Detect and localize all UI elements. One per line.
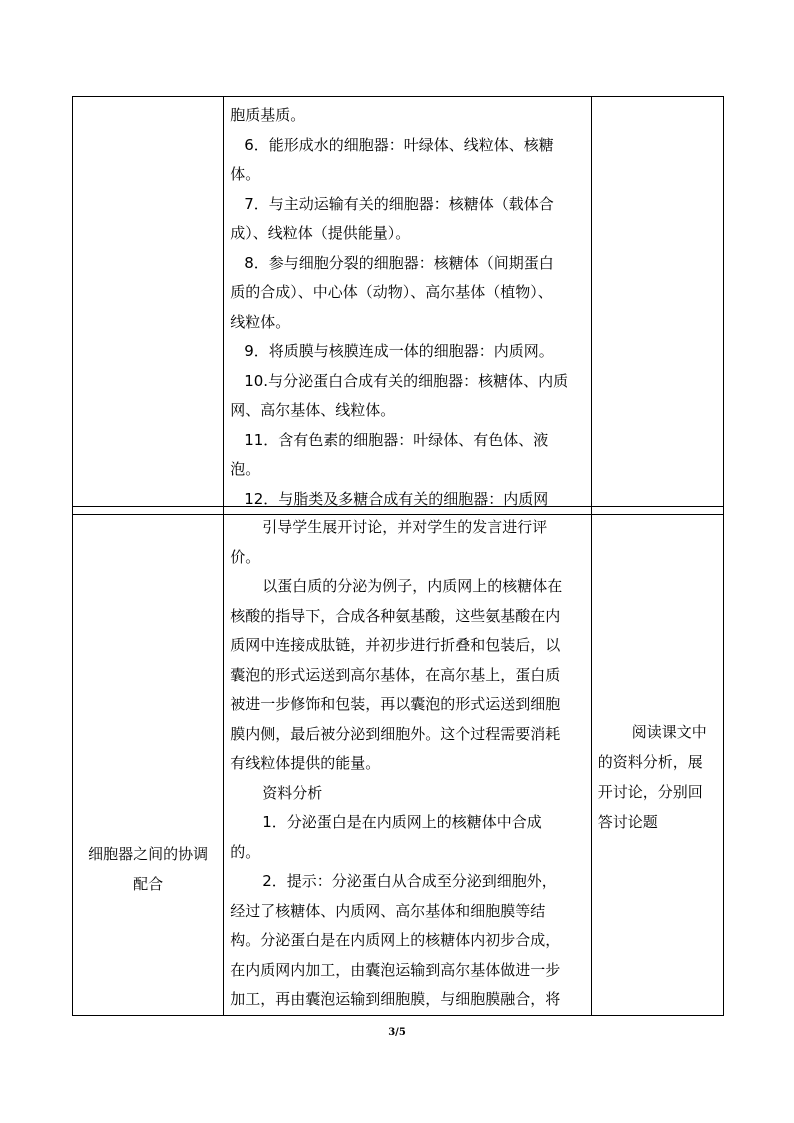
bottom-content-line: 价。 xyxy=(230,547,261,566)
bottom-content-line: 被进一步修饰和包装，再以囊泡的形式运送到细胞 xyxy=(230,695,561,713)
bottom-content-line: 囊泡的形式运送到高尔基体，在高尔基上，蛋白质 xyxy=(230,665,561,684)
bottom-content-line: 以蛋白质的分泌为例子，内质网上的核糖体在 xyxy=(262,577,563,595)
activity-line: 开讨论，分别回 xyxy=(597,783,703,801)
top-content-line: 8．参与细胞分裂的细胞器：核糖体（间期蛋白 xyxy=(244,253,554,272)
bottom-content-line: 2．提示：分泌蛋白从合成至分泌到细胞外， xyxy=(262,872,557,890)
activity-cell-bottom xyxy=(591,507,723,1016)
bottom-content-line: 核酸的指导下，合成各种氨基酸，这些氨基酸在内 xyxy=(230,606,561,625)
topic-title-line2: 配合 xyxy=(133,874,164,893)
activity-cell-top xyxy=(591,97,723,515)
top-content-line: 体。 xyxy=(230,165,261,183)
bottom-content-line: 加工，再由囊泡运输到细胞膜，与细胞膜融合，将 xyxy=(230,990,561,1008)
content-cell-bottom xyxy=(224,507,592,1016)
top-content-line: 12．与脂类及多糖合成有关的细胞器：内质网 xyxy=(244,489,549,508)
top-content-line: 质的合成）、中心体（动物）、高尔基体（植物）、 xyxy=(230,283,553,301)
bottom-content-line: 在内质网内加工，由囊泡运输到高尔基体做进一步 xyxy=(230,960,561,979)
bottom-content-line: 有线粒体提供的能量。 xyxy=(230,754,381,772)
student-activity-text xyxy=(592,507,723,837)
bottom-content-line: 质网中连接成肽链，并初步进行折叠和包装后，以 xyxy=(230,636,561,654)
bottom-content-line: 构。分泌蛋白是在内质网上的核糖体内初步合成， xyxy=(230,931,561,949)
top-content-line: 泡。 xyxy=(230,460,261,478)
lesson-table-top xyxy=(72,96,724,515)
bottom-content-line: 引导学生展开讨论，并对学生的发言进行评 xyxy=(262,518,548,536)
top-content-line: 7．与主动运输有关的细胞器：核糖体（载体合 xyxy=(244,194,554,213)
top-content-line: 成）、线粒体（提供能量）。 xyxy=(230,224,411,242)
top-content-line: 10.与分泌蛋白合成有关的细胞器：核糖体、内质 xyxy=(244,371,569,390)
bottom-content-line: 1．分泌蛋白是在内质网上的核糖体中合成 xyxy=(262,813,542,831)
top-content-line: 胞质基质。 xyxy=(230,106,306,124)
bottom-content-line: 膜内侧，最后被分泌到细胞外。这个过程需要消耗 xyxy=(230,724,561,743)
top-content-line: 6．能形成水的细胞器：叶绿体、线粒体、核糖 xyxy=(244,135,554,154)
content-lines-top xyxy=(224,97,591,514)
activity-line: 的资料分析，展 xyxy=(597,753,703,771)
bottom-content-line: 经过了核糖体、内质网、高尔基体和细胞膜等结 xyxy=(230,901,546,920)
top-content-line: 11．含有色素的细胞器：叶绿体、有色体、液 xyxy=(244,430,549,449)
topic-title-line1: 细胞器之间的协调 xyxy=(88,844,209,863)
bottom-content-line: 的。 xyxy=(230,842,261,861)
top-content-line: 线粒体。 xyxy=(230,312,291,331)
topic-cell-bottom xyxy=(73,507,224,1016)
page-number: 3/5 xyxy=(388,1027,406,1038)
content-lines-bottom xyxy=(224,507,591,1015)
top-content-line: 网、高尔基体、线粒体。 xyxy=(230,401,396,419)
activity-line: 答讨论题 xyxy=(597,813,658,831)
content-cell-top xyxy=(224,97,592,515)
lesson-table-bottom xyxy=(72,506,724,1016)
topic-cell-top xyxy=(73,97,224,515)
activity-line: 阅读课文中 xyxy=(631,723,707,741)
bottom-content-line: 资料分析 xyxy=(262,783,323,802)
top-content-line: 9．将质膜与核膜连成一体的细胞器：内质网。 xyxy=(244,342,554,360)
